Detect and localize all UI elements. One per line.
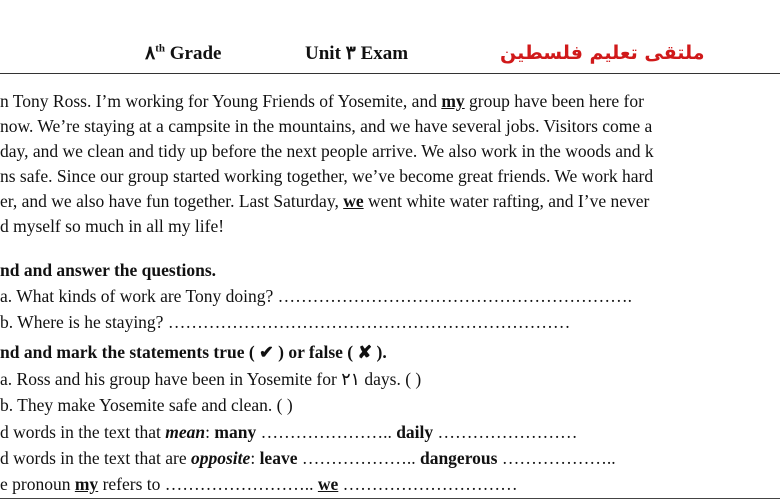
bottom-divider xyxy=(0,498,780,499)
underlined-we: we xyxy=(343,191,364,211)
passage-line-3: day, and we clean and tidy up before the next people arrive. We also work in the woods and k xyxy=(0,141,654,161)
site-name: ملتقى تعليم فلسطين xyxy=(500,42,705,64)
question-2b: b. They make Yosemite safe and clean. ( ) xyxy=(0,395,293,415)
header-divider xyxy=(0,73,780,74)
grade-suffix: th xyxy=(155,42,165,55)
underlined-my: my xyxy=(441,91,465,111)
grade-number: ٨ xyxy=(145,43,156,64)
question-3: d words in the text that mean: many ………………….. daily …………………… xyxy=(0,422,578,442)
passage-line-2: now. We’re staying at a campsite in the mountains, and we have several jobs. Visitors come a xyxy=(0,116,653,136)
question-1a: a. What kinds of work are Tony doing? ……………………………………………………. xyxy=(0,286,632,306)
keyword-opposite: opposite xyxy=(191,448,251,468)
passage-line-5: er, and we also have fun together. Last Saturday, we went white water rafting, and I’ve never xyxy=(0,191,650,211)
passage-line-4: ns safe. Since our group started working together, we’ve become great friends. We work hard xyxy=(0,166,654,186)
question-4: d words in the text that are opposite: leave ……………….. dangerous ……………….. xyxy=(0,448,616,468)
passage-line-1: n Tony Ross. I’m working for Young Friends of Yosemite, and my group have been here for xyxy=(0,91,644,111)
question-2-heading: nd and mark the statements true ( ✔ ) or false ( ✘ ). xyxy=(0,342,387,362)
passage-line-6: d myself so much in all my life! xyxy=(0,216,225,236)
unit-title: Unit ٣ Exam xyxy=(305,43,409,64)
question-1-heading: nd and answer the questions. xyxy=(0,260,217,280)
question-5: e pronoun my refers to …………………….. we ………………………… xyxy=(0,474,518,494)
grade-word: Grade xyxy=(169,43,222,64)
grade-label xyxy=(145,42,221,65)
keyword-mean: mean xyxy=(165,422,206,442)
question-2a: a. Ross and his group have been in Yosemite for ٢١ days. ( ) xyxy=(0,369,422,389)
exam-header xyxy=(0,42,780,72)
question-1b: b. Where is he staying? …………………………………………………………… xyxy=(0,312,571,332)
